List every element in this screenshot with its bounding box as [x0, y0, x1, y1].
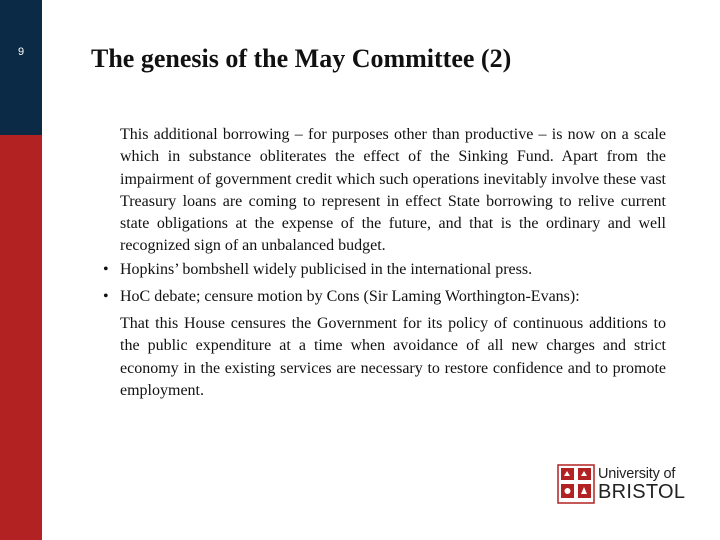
- bullet-marker: •: [103, 288, 109, 305]
- bullet-marker: •: [103, 261, 109, 278]
- quote-paragraph-2: That this House censures the Government for its policy of continuous additions to the public expenditure at a time when avoidance of all new charges and strict economy in the existing services are necessary to restore confidence and to promote employment.: [120, 315, 666, 399]
- sidebar-accent-navy: [0, 0, 42, 135]
- quote-paragraph-1: This additional borrowing – for purposes other than productive – is now on a scale which in substance obliterates the effect of the Sinking Fund. Apart from the impairment of government credit which such operations inevitably involve these vast Treasury loans are coming to represent in effect State borrowing to relive current state obligations at the expense of the future, and that is the ordinary and well recognized sign of an unbalanced budget.: [120, 126, 666, 255]
- slide-number: 9: [17, 46, 25, 58]
- bullet-item-2: HoC debate; censure motion by Cons (Sir Laming Worthington-Evans):: [120, 288, 580, 305]
- university-logo: [557, 464, 687, 506]
- logo-text-university-of: University of: [598, 466, 676, 482]
- bullet-item-1: Hopkins’ bombshell widely publicised in the international press.: [120, 261, 533, 278]
- university-crest-icon: [557, 464, 595, 504]
- slide-title: The genesis of the May Committee (2): [91, 44, 512, 73]
- logo-text-bristol: BRISTOL: [598, 481, 686, 503]
